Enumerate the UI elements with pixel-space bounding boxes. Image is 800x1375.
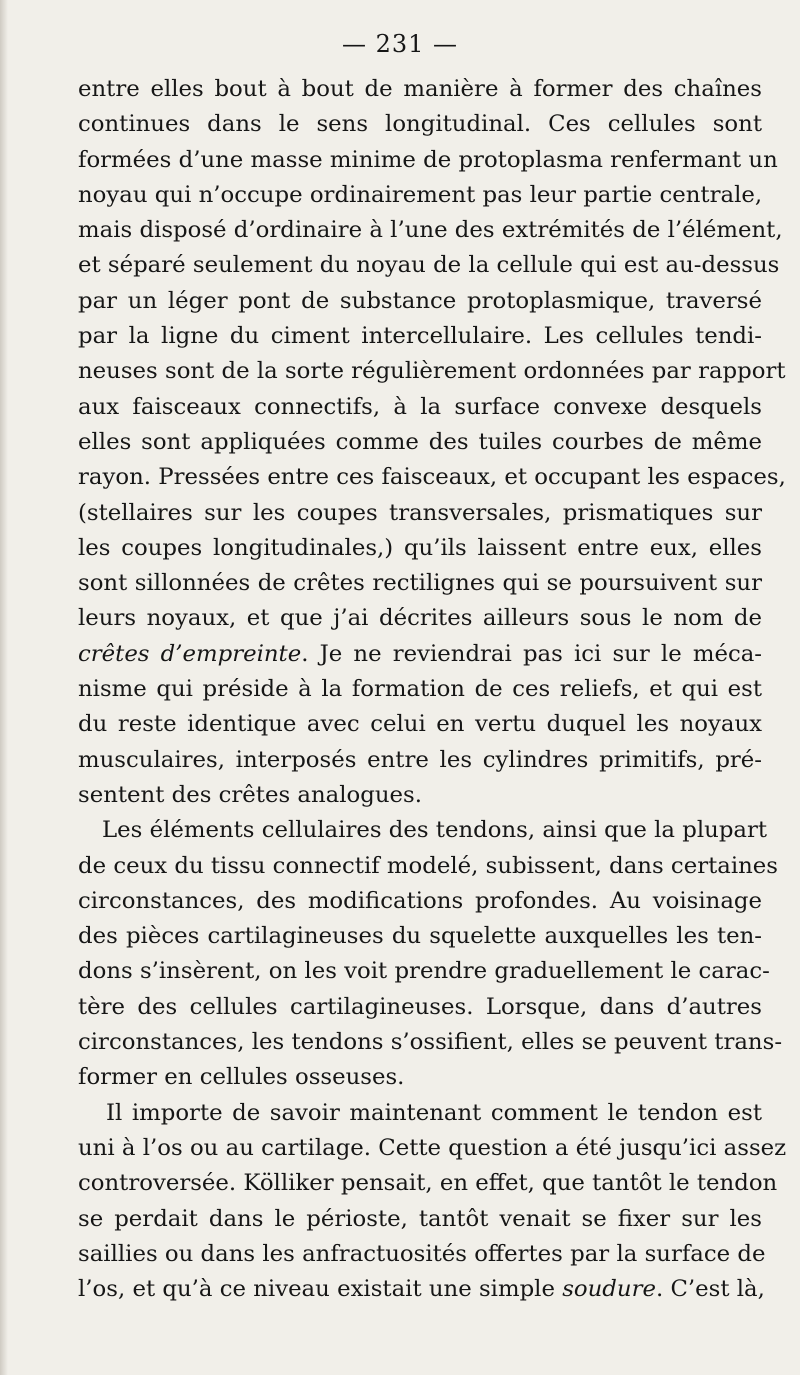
text-line: des pièces cartilagineuses du squelette auxquelles les ten- <box>78 923 762 950</box>
text-line-paragraph-start: Les éléments cellulaires des tendons, ainsi que la plupart <box>102 817 768 844</box>
text-line: sont sillonnées de crêtes rectilignes qui se poursuivent sur <box>78 570 762 597</box>
text-line: se perdait dans le périoste, tantôt venait se fixer sur les <box>78 1205 762 1232</box>
text-run: . C’est là, <box>655 1276 765 1303</box>
text-line: de ceux du tissu connectif modelé, subissent, dans certaines <box>78 852 779 879</box>
text-line-italic-mid <box>78 1272 765 1307</box>
text-line: controversée. Kölliker pensait, en effet, que tantôt le tendon <box>78 1170 778 1197</box>
text-line-paragraph-end: former en cellules osseuses. <box>78 1064 405 1091</box>
text-run: . Je ne reviendrai pas ici sur le méca- <box>301 640 763 667</box>
text-line: (stellaires sur les coupes transversales, prismatiques sur <box>78 499 762 526</box>
text-line: formées d’une masse minime de protoplasma renfermant un <box>78 146 778 173</box>
page-number: — 231 — <box>341 30 459 58</box>
text-line: les coupes longitudinales,) qu’ils laissent entre eux, elles <box>78 534 762 561</box>
text-line: tère des cellules cartilagineuses. Lorsque, dans d’autres <box>78 993 762 1020</box>
text-line-paragraph-start: Il importe de savoir maintenant comment le tendon est <box>106 1099 762 1126</box>
text-line: leurs noyaux, et que j’ai décrites ailleurs sous le nom de <box>78 605 762 632</box>
text-line: rayon. Pressées entre ces faisceaux, et occupant les espaces, <box>78 464 786 491</box>
text-line: dons s’insèrent, on les voit prendre graduellement le carac- <box>78 958 770 985</box>
text-line: nisme qui préside à la formation de ces reliefs, et qui est <box>78 676 762 703</box>
text-line: circonstances, des modifications profondes. Au voisinage <box>78 887 762 914</box>
italic-term: soudure <box>562 1276 656 1303</box>
text-line: circonstances, les tendons s’ossifient, elles se peuvent trans- <box>78 1029 783 1056</box>
text-line: musculaires, interposés entre les cylindres primitifs, pré- <box>78 746 762 773</box>
text-line-paragraph-end: sentent des crêtes analogues. <box>78 781 422 808</box>
text-line: par un léger pont de substance protoplasmique, traversé <box>78 287 762 314</box>
text-run: l’os, et qu’à ce niveau existait une simple <box>78 1276 563 1303</box>
text-line: neuses sont de la sorte régulièrement ordonnées par rapport <box>78 358 786 385</box>
text-line: continues dans le sens longitudinal. Ces cellules sont <box>78 111 762 138</box>
text-line: mais disposé d’ordinaire à l’une des extrémités de l’élément, <box>78 217 783 244</box>
text-line: aux faisceaux connectifs, à la surface convexe desquels <box>78 393 762 420</box>
text-line: uni à l’os ou au cartilage. Cette question a été jusqu’ici assez <box>78 1134 787 1161</box>
text-line: par la ligne du ciment intercellulaire. Les cellules tendi- <box>78 323 762 350</box>
text-line: noyau qui n’occupe ordinairement pas leur partie centrale, <box>78 181 763 208</box>
text-line: et séparé seulement du noyau de la cellule qui est au-dessus <box>78 252 780 279</box>
text-line: elles sont appliquées comme des tuiles courbes de même <box>78 428 762 455</box>
text-line-italic-start <box>78 637 762 672</box>
text-line: du reste identique avec celui en vertu duquel les noyaux <box>78 711 762 738</box>
body-text <box>78 72 787 1307</box>
text-line: saillies ou dans les anfractuosités offertes par la surface de <box>78 1240 766 1267</box>
text-line: entre elles bout à bout de manière à former des chaînes <box>78 76 762 102</box>
italic-term: crêtes d’empreinte <box>78 640 302 667</box>
